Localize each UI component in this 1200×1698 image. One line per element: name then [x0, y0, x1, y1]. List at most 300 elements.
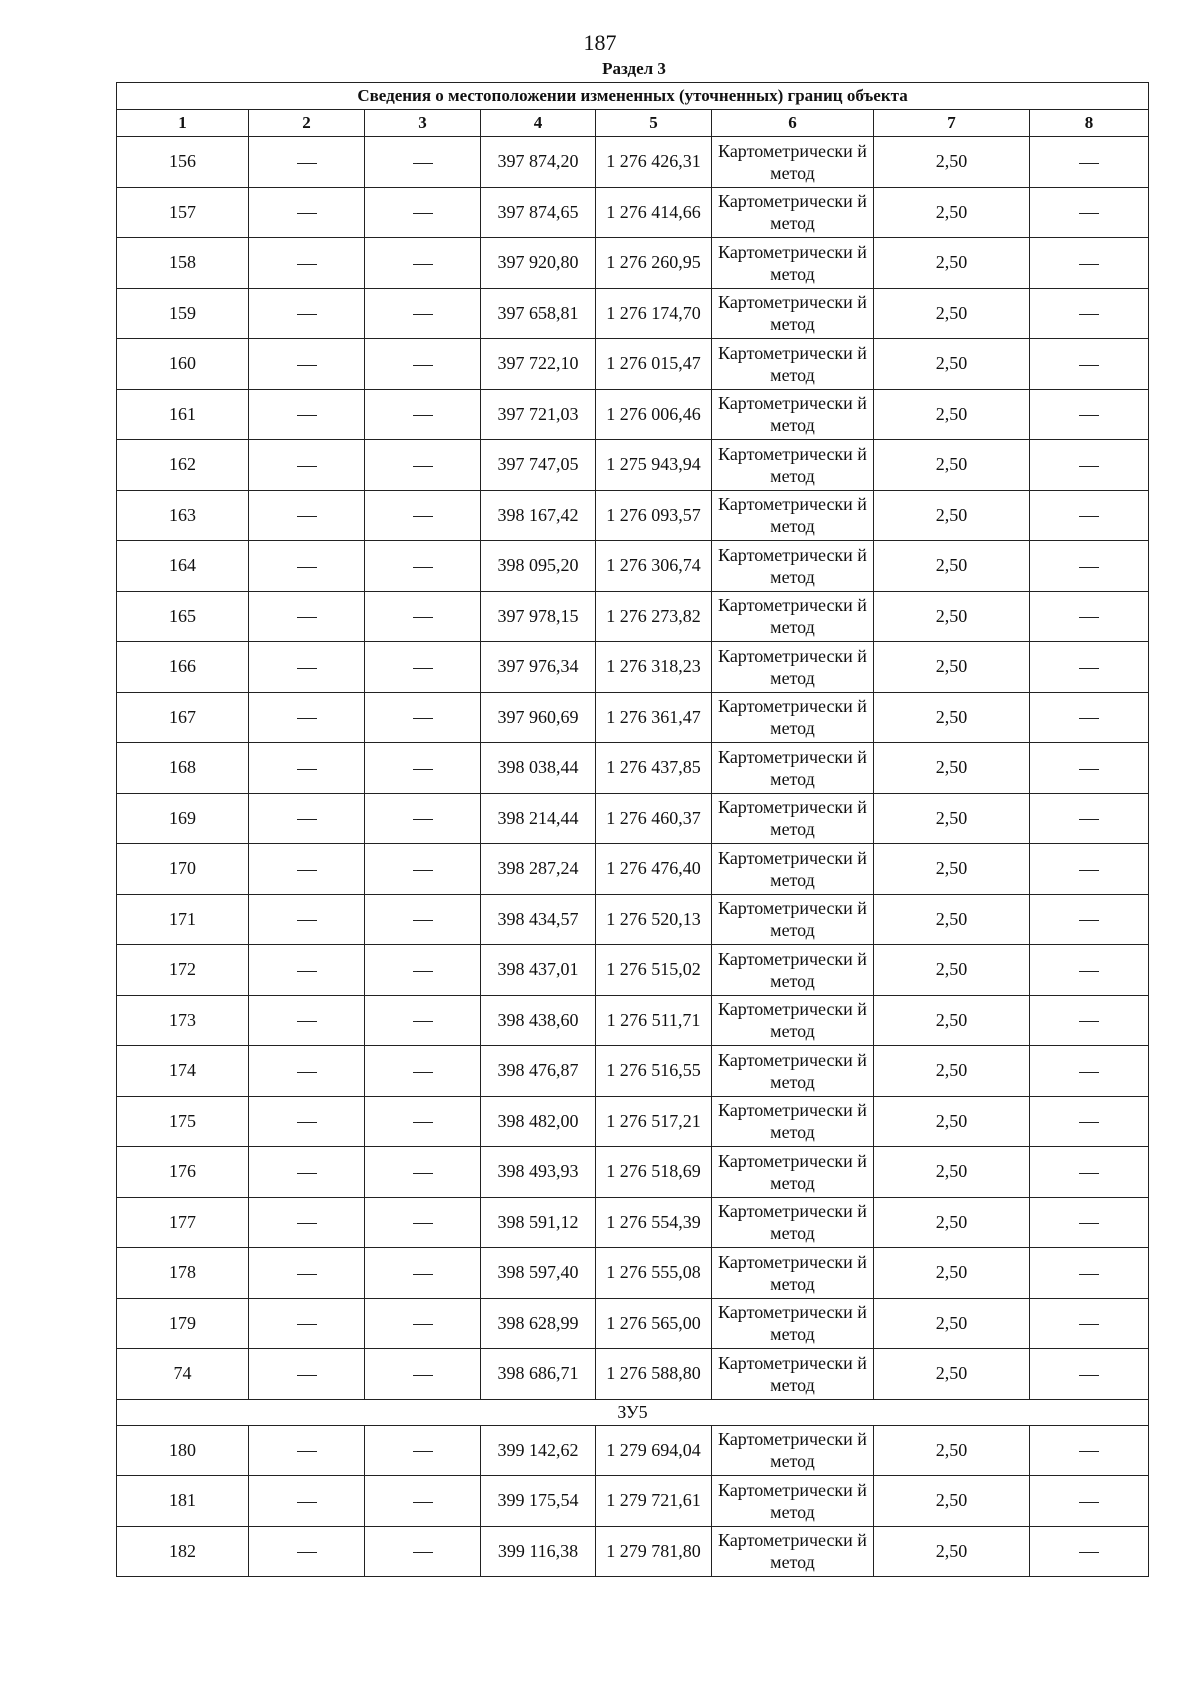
method-cell: Картометрически й метод — [712, 1248, 874, 1299]
dash-mark — [297, 1502, 317, 1503]
table-row — [117, 1096, 1149, 1147]
dash-mark — [297, 466, 317, 467]
point-number-cell: 160 — [117, 339, 249, 390]
point-number-cell: 182 — [117, 1526, 249, 1577]
empty-cell — [365, 440, 481, 491]
empty-cell — [1030, 1248, 1149, 1299]
method-cell: Картометрически й метод — [712, 1349, 874, 1400]
empty-cell — [249, 1197, 365, 1248]
dash-mark — [297, 1021, 317, 1022]
accuracy-cell: 2,50 — [874, 1425, 1030, 1476]
column-number: 1 — [117, 110, 249, 137]
x-coordinate-cell: 398 038,44 — [481, 743, 596, 794]
y-coordinate-cell: 1 276 361,47 — [596, 692, 712, 743]
dash-mark — [413, 1324, 433, 1325]
table-row — [117, 440, 1149, 491]
dash-mark — [413, 163, 433, 164]
table-row — [117, 1248, 1149, 1299]
empty-cell — [249, 1349, 365, 1400]
group-label: ЗУ5 — [117, 1399, 1149, 1425]
dash-mark — [413, 1021, 433, 1022]
dash-mark — [297, 1324, 317, 1325]
y-coordinate-cell: 1 276 260,95 — [596, 238, 712, 289]
y-coordinate-cell: 1 275 943,94 — [596, 440, 712, 491]
accuracy-cell: 2,50 — [874, 137, 1030, 188]
dash-mark — [1079, 920, 1099, 921]
accuracy-cell: 2,50 — [874, 844, 1030, 895]
accuracy-cell: 2,50 — [874, 591, 1030, 642]
point-number-cell: 163 — [117, 490, 249, 541]
x-coordinate-cell: 398 434,57 — [481, 894, 596, 945]
x-coordinate-cell: 398 095,20 — [481, 541, 596, 592]
dash-mark — [413, 415, 433, 416]
table-row — [117, 288, 1149, 339]
empty-cell — [1030, 591, 1149, 642]
dash-mark — [1079, 415, 1099, 416]
y-coordinate-cell: 1 276 273,82 — [596, 591, 712, 642]
y-coordinate-cell: 1 276 554,39 — [596, 1197, 712, 1248]
empty-cell — [1030, 187, 1149, 238]
accuracy-cell: 2,50 — [874, 238, 1030, 289]
method-cell: Картометрически й метод — [712, 894, 874, 945]
empty-cell — [1030, 692, 1149, 743]
method-cell: Картометрически й метод — [712, 1476, 874, 1527]
empty-cell — [1030, 894, 1149, 945]
dash-mark — [1079, 213, 1099, 214]
point-number-cell: 158 — [117, 238, 249, 289]
empty-cell — [249, 288, 365, 339]
empty-cell — [365, 1476, 481, 1527]
y-coordinate-cell: 1 276 515,02 — [596, 945, 712, 996]
table-row — [117, 1526, 1149, 1577]
point-number-cell: 176 — [117, 1147, 249, 1198]
point-number-cell: 179 — [117, 1298, 249, 1349]
method-cell: Картометрически й метод — [712, 743, 874, 794]
dash-mark — [297, 1552, 317, 1553]
dash-mark — [1079, 1552, 1099, 1553]
dash-mark — [413, 971, 433, 972]
x-coordinate-cell: 398 437,01 — [481, 945, 596, 996]
accuracy-cell: 2,50 — [874, 1298, 1030, 1349]
table-row — [117, 238, 1149, 289]
dash-mark — [413, 516, 433, 517]
table-row — [117, 743, 1149, 794]
empty-cell — [1030, 1476, 1149, 1527]
empty-cell — [365, 1197, 481, 1248]
table-row — [117, 187, 1149, 238]
dash-mark — [1079, 1173, 1099, 1174]
empty-cell — [1030, 1096, 1149, 1147]
method-cell: Картометрически й метод — [712, 440, 874, 491]
dash-mark — [297, 264, 317, 265]
y-coordinate-cell: 1 276 517,21 — [596, 1096, 712, 1147]
empty-cell — [365, 1248, 481, 1299]
empty-cell — [1030, 137, 1149, 188]
method-cell: Картометрически й метод — [712, 1197, 874, 1248]
x-coordinate-cell: 398 438,60 — [481, 995, 596, 1046]
empty-cell — [249, 793, 365, 844]
y-coordinate-cell: 1 276 460,37 — [596, 793, 712, 844]
empty-cell — [249, 339, 365, 390]
accuracy-cell: 2,50 — [874, 1147, 1030, 1198]
dash-mark — [297, 213, 317, 214]
empty-cell — [365, 187, 481, 238]
table-row — [117, 793, 1149, 844]
method-cell: Картометрически й метод — [712, 692, 874, 743]
y-coordinate-cell: 1 276 476,40 — [596, 844, 712, 895]
table-row — [117, 1476, 1149, 1527]
method-cell: Картометрически й метод — [712, 288, 874, 339]
y-coordinate-cell: 1 276 306,74 — [596, 541, 712, 592]
dash-mark — [413, 718, 433, 719]
point-number-cell: 175 — [117, 1096, 249, 1147]
empty-cell — [1030, 743, 1149, 794]
empty-cell — [365, 541, 481, 592]
empty-cell — [1030, 844, 1149, 895]
point-number-cell: 74 — [117, 1349, 249, 1400]
dash-mark — [1079, 1375, 1099, 1376]
empty-cell — [365, 389, 481, 440]
column-number: 6 — [712, 110, 874, 137]
table-row — [117, 490, 1149, 541]
y-coordinate-cell: 1 276 174,70 — [596, 288, 712, 339]
empty-cell — [249, 389, 365, 440]
dash-mark — [1079, 163, 1099, 164]
dash-mark — [413, 1223, 433, 1224]
dash-mark — [413, 668, 433, 669]
empty-cell — [249, 591, 365, 642]
empty-cell — [1030, 288, 1149, 339]
empty-cell — [365, 238, 481, 289]
accuracy-cell: 2,50 — [874, 743, 1030, 794]
table-caption: Сведения о местоположении измененных (уточненных) границ объекта — [117, 83, 1149, 110]
y-coordinate-cell: 1 276 093,57 — [596, 490, 712, 541]
accuracy-cell: 2,50 — [874, 692, 1030, 743]
dash-mark — [1079, 870, 1099, 871]
point-number-cell: 166 — [117, 642, 249, 693]
empty-cell — [365, 945, 481, 996]
empty-cell — [365, 1096, 481, 1147]
table-row — [117, 541, 1149, 592]
dash-mark — [297, 1173, 317, 1174]
point-number-cell: 157 — [117, 187, 249, 238]
y-coordinate-cell: 1 276 518,69 — [596, 1147, 712, 1198]
dash-mark — [413, 1173, 433, 1174]
x-coordinate-cell: 399 116,38 — [481, 1526, 596, 1577]
method-cell: Картометрически й метод — [712, 642, 874, 693]
empty-cell — [1030, 1298, 1149, 1349]
empty-cell — [365, 288, 481, 339]
empty-cell — [365, 793, 481, 844]
dash-mark — [297, 668, 317, 669]
x-coordinate-cell: 398 686,71 — [481, 1349, 596, 1400]
dash-mark — [413, 617, 433, 618]
accuracy-cell: 2,50 — [874, 1046, 1030, 1097]
point-number-cell: 178 — [117, 1248, 249, 1299]
method-cell: Картометрически й метод — [712, 844, 874, 895]
empty-cell — [1030, 389, 1149, 440]
empty-cell — [1030, 793, 1149, 844]
accuracy-cell: 2,50 — [874, 1349, 1030, 1400]
x-coordinate-cell: 397 920,80 — [481, 238, 596, 289]
empty-cell — [365, 743, 481, 794]
dash-mark — [297, 769, 317, 770]
empty-cell — [1030, 440, 1149, 491]
empty-cell — [365, 1425, 481, 1476]
empty-cell — [1030, 642, 1149, 693]
empty-cell — [1030, 541, 1149, 592]
point-number-cell: 180 — [117, 1425, 249, 1476]
dash-mark — [297, 617, 317, 618]
table-row — [117, 1298, 1149, 1349]
empty-cell — [249, 187, 365, 238]
dash-mark — [297, 1375, 317, 1376]
y-coordinate-cell: 1 276 516,55 — [596, 1046, 712, 1097]
dash-mark — [1079, 567, 1099, 568]
method-cell: Картометрически й метод — [712, 995, 874, 1046]
dash-mark — [413, 264, 433, 265]
dash-mark — [1079, 769, 1099, 770]
point-number-cell: 161 — [117, 389, 249, 440]
dash-mark — [297, 314, 317, 315]
column-number: 4 — [481, 110, 596, 137]
table-row — [117, 894, 1149, 945]
dash-mark — [413, 365, 433, 366]
accuracy-cell: 2,50 — [874, 389, 1030, 440]
point-number-cell: 172 — [117, 945, 249, 996]
table-body — [117, 137, 1149, 1577]
y-coordinate-cell: 1 276 511,71 — [596, 995, 712, 1046]
y-coordinate-cell: 1 276 520,13 — [596, 894, 712, 945]
accuracy-cell: 2,50 — [874, 541, 1030, 592]
dash-mark — [413, 769, 433, 770]
dash-mark — [413, 1502, 433, 1503]
point-number-cell: 159 — [117, 288, 249, 339]
column-number: 8 — [1030, 110, 1149, 137]
x-coordinate-cell: 398 591,12 — [481, 1197, 596, 1248]
point-number-cell: 156 — [117, 137, 249, 188]
empty-cell — [365, 692, 481, 743]
table-row — [117, 1349, 1149, 1400]
point-number-cell: 164 — [117, 541, 249, 592]
method-cell: Картометрически й метод — [712, 1526, 874, 1577]
point-number-cell: 174 — [117, 1046, 249, 1097]
x-coordinate-cell: 397 722,10 — [481, 339, 596, 390]
dash-mark — [297, 163, 317, 164]
empty-cell — [249, 945, 365, 996]
dash-mark — [413, 1122, 433, 1123]
accuracy-cell: 2,50 — [874, 894, 1030, 945]
point-number-cell: 167 — [117, 692, 249, 743]
method-cell: Картометрически й метод — [712, 793, 874, 844]
page-number: 187 — [583, 30, 617, 55]
point-number-cell: 181 — [117, 1476, 249, 1527]
empty-cell — [365, 642, 481, 693]
point-number-cell: 171 — [117, 894, 249, 945]
table-row — [117, 137, 1149, 188]
empty-cell — [249, 1476, 365, 1527]
dash-mark — [1079, 314, 1099, 315]
x-coordinate-cell: 397 874,65 — [481, 187, 596, 238]
method-cell: Картометрически й метод — [712, 339, 874, 390]
method-cell: Картометрически й метод — [712, 238, 874, 289]
column-numbers-row — [117, 110, 1149, 137]
dash-mark — [413, 1375, 433, 1376]
dash-mark — [1079, 1324, 1099, 1325]
empty-cell — [249, 440, 365, 491]
dash-mark — [297, 567, 317, 568]
y-coordinate-cell: 1 276 318,23 — [596, 642, 712, 693]
table-row — [117, 1197, 1149, 1248]
dash-mark — [297, 1223, 317, 1224]
accuracy-cell: 2,50 — [874, 642, 1030, 693]
x-coordinate-cell: 397 874,20 — [481, 137, 596, 188]
empty-cell — [249, 642, 365, 693]
caption-row — [117, 83, 1149, 110]
empty-cell — [249, 894, 365, 945]
x-coordinate-cell: 397 976,34 — [481, 642, 596, 693]
empty-cell — [249, 238, 365, 289]
empty-cell — [249, 1046, 365, 1097]
x-coordinate-cell: 398 628,99 — [481, 1298, 596, 1349]
method-cell: Картометрически й метод — [712, 490, 874, 541]
method-cell: Картометрически й метод — [712, 591, 874, 642]
dash-mark — [413, 1451, 433, 1452]
method-cell: Картометрически й метод — [712, 137, 874, 188]
dash-mark — [1079, 971, 1099, 972]
column-number: 5 — [596, 110, 712, 137]
accuracy-cell: 2,50 — [874, 339, 1030, 390]
table-row — [117, 995, 1149, 1046]
method-cell: Картометрически й метод — [712, 541, 874, 592]
x-coordinate-cell: 398 482,00 — [481, 1096, 596, 1147]
method-cell: Картометрически й метод — [712, 1147, 874, 1198]
empty-cell — [249, 743, 365, 794]
accuracy-cell: 2,50 — [874, 945, 1030, 996]
y-coordinate-cell: 1 276 426,31 — [596, 137, 712, 188]
x-coordinate-cell: 399 142,62 — [481, 1425, 596, 1476]
empty-cell — [249, 844, 365, 895]
dash-mark — [297, 365, 317, 366]
column-number: 7 — [874, 110, 1030, 137]
empty-cell — [249, 1526, 365, 1577]
method-cell: Картометрически й метод — [712, 1298, 874, 1349]
x-coordinate-cell: 397 960,69 — [481, 692, 596, 743]
accuracy-cell: 2,50 — [874, 1248, 1030, 1299]
accuracy-cell: 2,50 — [874, 1197, 1030, 1248]
x-coordinate-cell: 399 175,54 — [481, 1476, 596, 1527]
y-coordinate-cell: 1 276 006,46 — [596, 389, 712, 440]
point-number-cell: 169 — [117, 793, 249, 844]
dash-mark — [1079, 1451, 1099, 1452]
empty-cell — [365, 1046, 481, 1097]
y-coordinate-cell: 1 279 721,61 — [596, 1476, 712, 1527]
dash-mark — [413, 920, 433, 921]
dash-mark — [297, 1451, 317, 1452]
accuracy-cell: 2,50 — [874, 288, 1030, 339]
table-row — [117, 1046, 1149, 1097]
table-row — [117, 844, 1149, 895]
x-coordinate-cell: 398 597,40 — [481, 1248, 596, 1299]
empty-cell — [249, 541, 365, 592]
table-row — [117, 1147, 1149, 1198]
method-cell: Картометрически й метод — [712, 187, 874, 238]
x-coordinate-cell: 397 978,15 — [481, 591, 596, 642]
point-number-cell: 170 — [117, 844, 249, 895]
x-coordinate-cell: 398 493,93 — [481, 1147, 596, 1198]
empty-cell — [249, 995, 365, 1046]
x-coordinate-cell: 397 658,81 — [481, 288, 596, 339]
x-coordinate-cell: 398 476,87 — [481, 1046, 596, 1097]
dash-mark — [413, 567, 433, 568]
empty-cell — [1030, 1425, 1149, 1476]
y-coordinate-cell: 1 276 565,00 — [596, 1298, 712, 1349]
table-row — [117, 945, 1149, 996]
empty-cell — [249, 1425, 365, 1476]
group-row — [117, 1399, 1149, 1425]
method-cell: Картометрически й метод — [712, 1096, 874, 1147]
empty-cell — [1030, 1526, 1149, 1577]
x-coordinate-cell: 398 167,42 — [481, 490, 596, 541]
column-number: 3 — [365, 110, 481, 137]
empty-cell — [249, 1248, 365, 1299]
empty-cell — [365, 894, 481, 945]
empty-cell — [249, 1298, 365, 1349]
empty-cell — [249, 1147, 365, 1198]
table-row — [117, 389, 1149, 440]
y-coordinate-cell: 1 279 781,80 — [596, 1526, 712, 1577]
x-coordinate-cell: 398 214,44 — [481, 793, 596, 844]
dash-mark — [1079, 718, 1099, 719]
dash-mark — [1079, 516, 1099, 517]
empty-cell — [365, 1349, 481, 1400]
accuracy-cell: 2,50 — [874, 187, 1030, 238]
empty-cell — [1030, 339, 1149, 390]
dash-mark — [413, 870, 433, 871]
empty-cell — [365, 1526, 481, 1577]
table-row — [117, 591, 1149, 642]
dash-mark — [413, 314, 433, 315]
point-number-cell: 173 — [117, 995, 249, 1046]
empty-cell — [365, 490, 481, 541]
dash-mark — [297, 870, 317, 871]
empty-cell — [1030, 238, 1149, 289]
y-coordinate-cell: 1 276 588,80 — [596, 1349, 712, 1400]
y-coordinate-cell: 1 276 555,08 — [596, 1248, 712, 1299]
table-row — [117, 642, 1149, 693]
dash-mark — [297, 516, 317, 517]
empty-cell — [365, 339, 481, 390]
empty-cell — [1030, 1147, 1149, 1198]
y-coordinate-cell: 1 276 015,47 — [596, 339, 712, 390]
column-number: 2 — [249, 110, 365, 137]
dash-mark — [1079, 466, 1099, 467]
dash-mark — [1079, 819, 1099, 820]
empty-cell — [1030, 995, 1149, 1046]
table-row — [117, 339, 1149, 390]
empty-cell — [1030, 1046, 1149, 1097]
empty-cell — [1030, 1197, 1149, 1248]
dash-mark — [1079, 1122, 1099, 1123]
dash-mark — [413, 1274, 433, 1275]
empty-cell — [365, 1147, 481, 1198]
dash-mark — [297, 971, 317, 972]
table-row — [117, 692, 1149, 743]
accuracy-cell: 2,50 — [874, 995, 1030, 1046]
empty-cell — [1030, 945, 1149, 996]
table-row — [117, 1425, 1149, 1476]
dash-mark — [297, 1274, 317, 1275]
